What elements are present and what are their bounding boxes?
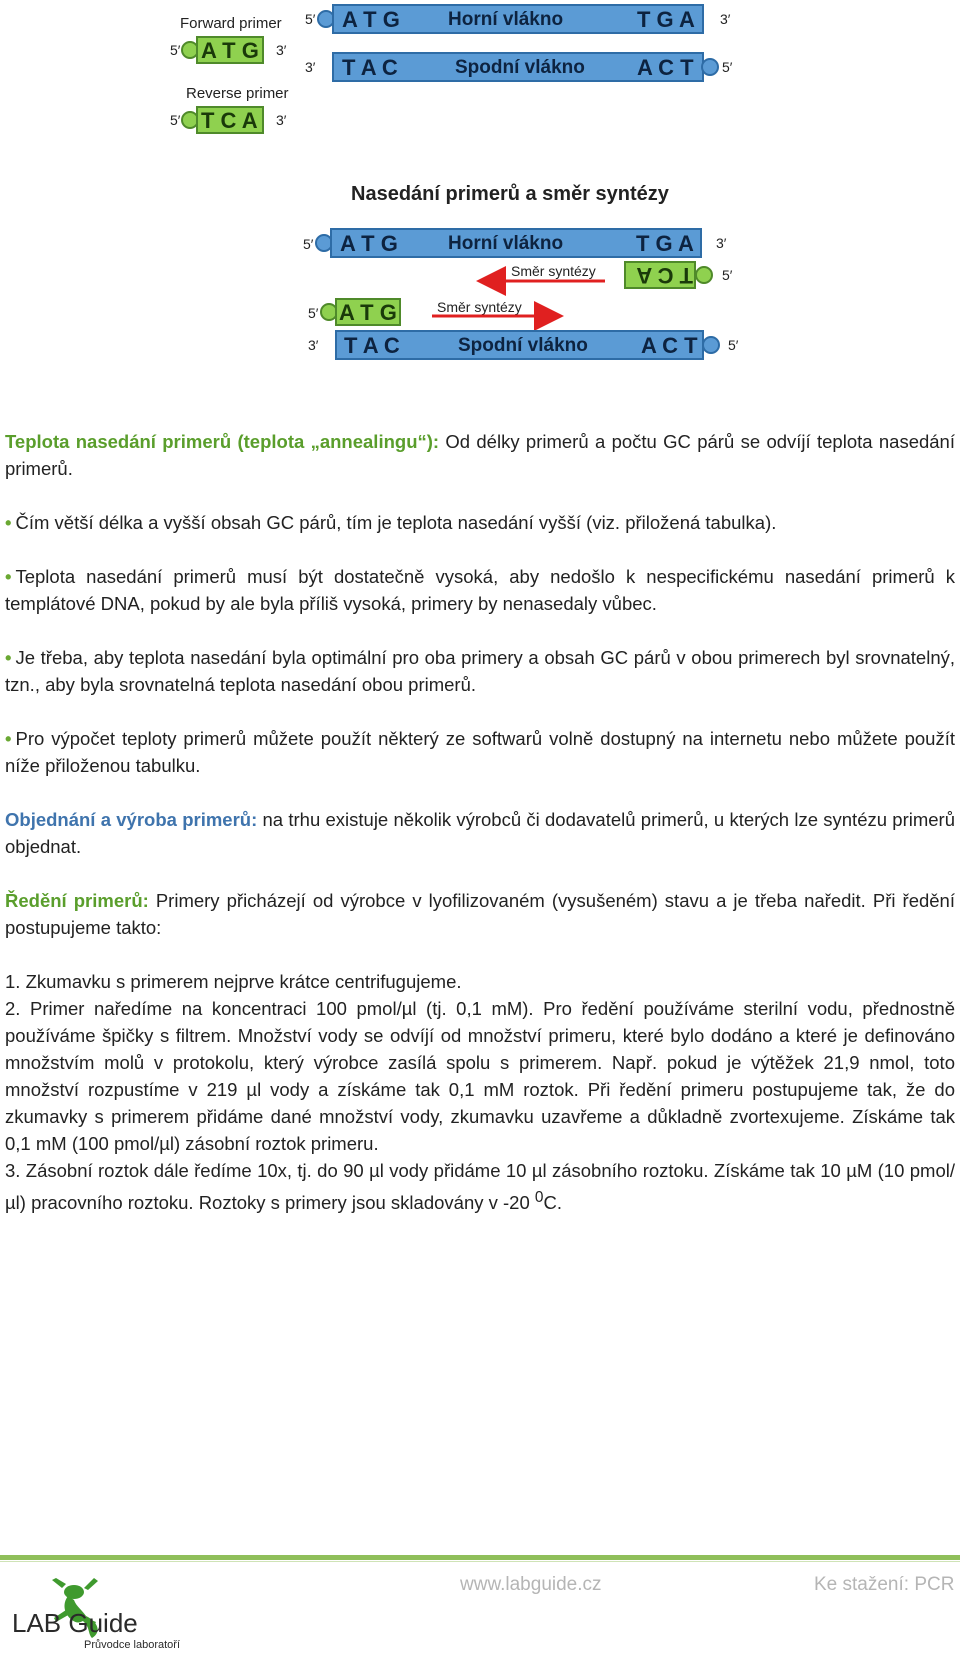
prime-3-label: 3′ [276,42,287,58]
dilution-paragraph [5,887,955,941]
annealing-paragraph [5,428,955,482]
order-body: na trhu existuje několik výrobců či dodavatelů primerů, u kterých lze syntézu primerů objednat. [5,809,955,857]
primer-end-circle [696,267,712,283]
step-1: 1. Zkumavku s primerem nejprve krátce centrifugujeme. [5,971,462,992]
reverse-primer-seq: T C A [201,108,258,133]
upper-strand-label: Horní vlákno [448,233,564,254]
logo-text: LAB Guide [12,1608,138,1638]
diagram-title: Nasedání primerů a směr syntézy [351,183,669,205]
upper-strand-right: T G A [637,7,695,32]
primer-end-circle [321,304,337,320]
bullet-item [5,644,955,698]
prime-3-label: 3′ [276,112,287,128]
forward-primer-seq: A T G [339,300,397,325]
strand-end-circle [316,235,332,251]
step-3-unit: C. [543,1192,562,1214]
bullet-icon: • [5,728,12,749]
prime-3-label: 3′ [720,11,731,27]
step-3 [5,1157,955,1216]
prime-3-label: 3′ [308,337,319,353]
synthesis-label-lower: Směr syntézy [437,299,522,315]
order-heading: Objednání a výroba primerů: [5,809,258,830]
logo-subtitle: Průvodce laboratoří [84,1639,180,1650]
strand-end-circle [703,337,719,353]
synthesis-label-upper: Směr syntézy [511,263,596,279]
dilution-heading: Ředění primerů: [5,890,149,911]
step-2: 2. Primer naředíme na koncentraci 100 pmol/µl (tj. 0,1 mM). Pro ředění používáme sterilní vodu, přednostně používáme špičky s filtrem. Množství vody se odvíjí od množství primeru, které bylo dodáno a které je definováno množstvím molů v protokolu, který výrobce zasílá spolu s primerem. Např. pokud je výtěžek 21,9 nmol, toto množství rozpustíme v 219 µl vody a získáme tak 0,1 mM roztok. Při ředění primeru postupujeme tak, že do zkumavky s primerem přidáme dané množství vody, zkumavku uzavřeme a důkladně zvortexujeme. Získáme tak 0,1 mM (100 pmol/µl) zásobní roztok primeru. [5,998,955,1154]
bullet-text: Čím větší délka a vyšší obsah GC párů, tím je teplota nasedání vyšší (viz. přiložená tabulka). [15,512,777,533]
upper-strand-label: Horní vlákno [448,9,564,30]
footer-rule-thin [0,1561,960,1562]
footer-rule [0,1555,960,1560]
annealing-heading: Teplota nasedání primerů (teplota „annealingu“): [5,431,440,452]
annealing-body: Od délky primerů a počtu GC párů se odvíjí teplota nasedání primerů. [5,431,955,479]
strand-end-circle [702,59,718,75]
dilution-body: Primery přicházejí od výrobce v lyofilizovaném (vysušeném) stavu a je třeba naředit. Při ředění postupujeme takto: [5,890,955,938]
forward-primer-seq: A T G [201,38,259,63]
footer-download-label: Ke stažení: PCR [814,1574,955,1595]
reverse-primer-label: Reverse primer [186,85,289,102]
lower-strand-right: A C T [641,333,698,358]
bullet-text: Teplota nasedání primerů musí být dostatečně vysoká, aby nedošlo k nespecifickému nasedání primerů k templátové DNA, pokud by ale byla příliš vysoká, primery by nenasedaly vůbec. [5,566,955,614]
prime-5-label: 5′ [170,42,181,58]
upper-strand-right: T G A [636,231,694,256]
prime-5-label: 5′ [305,11,316,27]
prime-5-label: 5′ [722,267,733,283]
order-paragraph [5,806,955,860]
bullet-icon: • [5,566,12,587]
upper-strand-left: A T G [342,7,400,32]
bullet-item [5,725,955,779]
prime-5-label: 5′ [170,112,181,128]
lower-strand-left: T A C [342,55,398,80]
prime-5-label: 5′ [728,337,739,353]
primer-end-circle [182,112,198,128]
prime-3-label: 3′ [716,235,727,251]
primer-end-circle [182,42,198,58]
bullet-icon: • [5,512,12,533]
bullet-text: Je třeba, aby teplota nasedání byla optimální pro oba primery a obsah GC párů v obou primerech byl srovnatelný, tzn., aby byla srovnatelná teplota nasedání obou primerů. [5,647,955,695]
degree-superscript: 0 [534,1189,544,1206]
step-3-text: 3. Zásobní roztok dále ředíme 10x, tj. do 90 µl vody přidáme 10 µl zásobního roztoku. Získáme tak 10 µM (10 pmol/µl) pracovního roztoku. Roztoky s primery jsou skladovány v -20 [5,1160,955,1214]
prime-5-label: 5′ [303,236,314,252]
bullet-icon: • [5,647,12,668]
primer-diagram [0,0,960,400]
labguide-logo [12,1570,202,1650]
prime-5-label: 5′ [308,305,319,321]
reverse-primer-seq: T C A [636,263,693,288]
bullet-text: Pro výpočet teploty primerů můžete použít některý ze softwarů volně dostupný na internetu nebo můžete použít níže přiloženou tabulku. [5,728,955,776]
forward-primer-label: Forward primer [180,15,282,32]
bullet-item [5,563,955,617]
prime-3-label: 3′ [305,59,316,75]
bullet-item [5,509,955,536]
lower-strand-right: A C T [637,55,694,80]
prime-5-label: 5′ [722,59,733,75]
strand-end-circle [318,11,334,27]
footer-link[interactable]: www.labguide.cz [460,1574,602,1595]
upper-strand-left: A T G [340,231,398,256]
lower-strand-label: Spodní vlákno [458,335,588,356]
document-body [5,428,955,1216]
lower-strand-label: Spodní vlákno [455,57,585,78]
lower-strand-left: T A C [344,333,400,358]
